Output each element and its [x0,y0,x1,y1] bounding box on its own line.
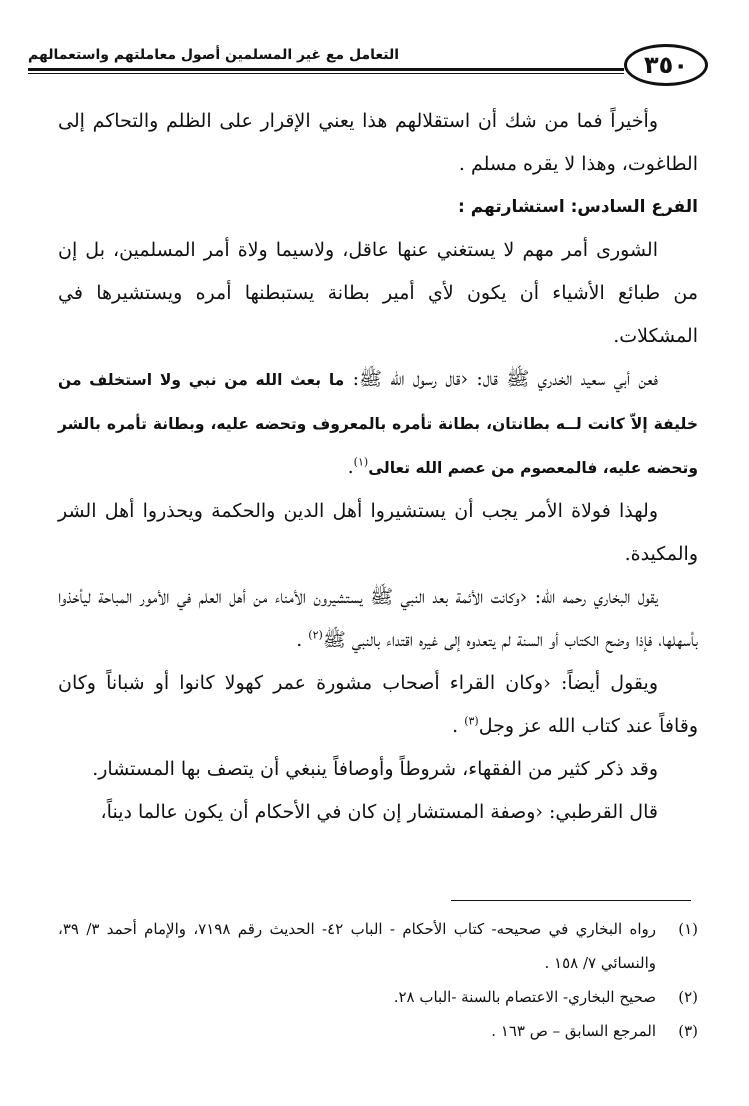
footnote-divider [451,900,691,901]
paragraph-1: وأخيراً فما من شك أن استقلالهم هذا يعني الإقرار على الظلم والتحاكم إلى الطاغوت، وهذا لا يقره مسلم . [58,110,698,175]
footnote-item [58,980,698,1014]
footnote-ref-3[interactable]: (٣) [464,714,479,728]
paragraph-6-end: . [452,715,465,737]
footnote-item [58,1014,698,1048]
paragraph-8: قال القرطبي: ‹وصفة المستشار إن كان في الأحكام أن يكون عالما ديناً، [100,801,658,823]
footnote-number: (١) [678,920,698,938]
main-text [58,100,698,834]
footnote-number: (٢) [678,988,698,1006]
section-heading: الفرع السادس: استشارتهم : [458,197,698,217]
running-title: التعامل مع غير المسلمين أصول معاملتهم واستعمالهم [28,47,400,63]
paragraph-4: ولهذا فولاة الأمر يجب أن يستشيروا أهل الدين والحكمة ويحذروا أهل الشر والمكيدة. [58,500,698,565]
paragraph-6 [58,662,698,748]
qurra-quote: ويقول أيضاً: ‹وكان القراء أصحاب مشورة عمر كهولا كانوا أو شباناً وكان وقافاً عند كتاب الله عز وجل [58,672,698,737]
page-header [28,40,708,92]
footnote-text: رواه البخاري في صحيحه- كتاب الأحكام - الباب ٤٢- الحديث رقم ٧١٩٨، والإمام أحمد ٣/ ٣٩، والنسائي ٧/ ١٥٨ . [58,920,656,972]
paragraph-2: الشورى أمر مهم لا يستغني عنها عاقل، ولاسيما ولاة أمر المسلمين، بل إن من طبائع الأشياء أن يكون لأي أمير بطانة يستبطنها أمره ويستشيرها في المشكلات. [58,239,698,347]
footnote-text: المرجع السابق – ص ١٦٣ . [491,1022,656,1040]
bukhari-quote: يقول البخاري رحمه الله: ‹وكانت الأئمة بعد النبي ﷺ يستشيرون الأمناء من أهل العلم في الأمور المباحة ليأخذوا بأسهلها، فإذا وضح الكتاب أو السنة لم يتعدوه إلى غيره اقتداء بالنبي ﷺ [58,586,698,651]
footnotes [58,912,698,1048]
hadith-intro: فعن أبي سعيد الخدري ﷺ قال: ‹قال رسول الله ﷺ: [344,368,658,390]
footnote-ref-1[interactable]: (١) [353,455,369,469]
footnote-ref-2[interactable]: (٢) [308,628,323,642]
footnote-text: صحيح البخاري- الاعتصام بالسنة -الباب ٢٨. [393,988,656,1006]
header-rule [28,68,624,71]
paragraph-5-end: . [296,629,309,651]
page-number: ٣٥٠ [624,44,708,86]
paragraph-5 [58,576,698,662]
footnote-number: (٣) [678,1022,698,1040]
hadith-text: ما بعث الله من نبي ولا استخلف من خليفة إلاّ كانت لــه بطانتان، بطانة تأمره بالمعروف وتحضه عليه، وبطانة تأمره بالشر وتحضه عليه، فالمعصوم من عصم الله تعالى [58,371,698,477]
paragraph-3 [58,358,698,490]
footnote-item [58,912,698,980]
paragraph-7: وقد ذكر كثير من الفقهاء، شروطاً وأوصافاً ينبغي أن يتصف بها المستشار. [92,758,658,780]
header-rule-thin [28,73,624,74]
paragraph-3-end: . [347,456,354,478]
